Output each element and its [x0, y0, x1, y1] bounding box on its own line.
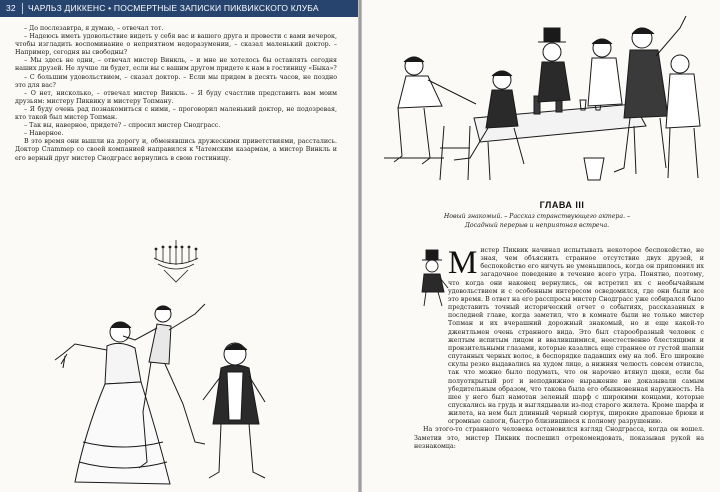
chandelier-illustration [150, 240, 202, 284]
paragraph: – Так вы, наверное, придете? – спросил мистер Снодграсс. [24, 122, 221, 130]
paragraph: – С большим удовольствием, – сказал доктор. – Если мы придем в десять часов, не поздно это для вас? [15, 73, 337, 89]
paragraph: На этого-то странного человека остановился взгляд Снодграсса, когда он вошел. Заметив это, мистер Пиквик поспешил отрекомендовать, показывая рукой на незнакомца: [414, 426, 704, 450]
running-head [0, 0, 358, 17]
right-page [362, 0, 720, 492]
tavern-scene-illustration [384, 8, 704, 188]
dancers-illustration [45, 292, 285, 492]
left-body-text [15, 25, 337, 163]
drop-cap: М [448, 245, 478, 281]
left-page [0, 0, 358, 492]
header-divider [22, 3, 23, 14]
paragraph: В это время они вышли на дорогу и, обменявшись дружескими приветствиями, расстались. Доктор Слammер со своей компанией направился к Чатемским казармам, а мистер Винкль и его верный друг мистер Снодграсс вернулись в свою гостиницу. [15, 138, 337, 162]
book-title: ЧАРЛЬЗ ДИККЕНС • ПОСМЕРТНЫЕ ЗАПИСКИ ПИКВИКСКОГО КЛУБА [28, 3, 319, 13]
epigraph-line: Новый знакомый. – Рассказ странствующего актера. – [443, 213, 631, 220]
paragraph: – Мы здесь не одни, – отвечал мистер Винкль, – и мне не хотелось бы оставлять сегодня наших друзей. Не лучше ли будет, если вы с вашим другом придете к нам в гостиницу «Быка»? [15, 57, 337, 73]
paragraph: – Надеюсь иметь удовольствие видеть у себя вас и вашего друга и провести с вами вечерок, чтобы изгладить воспоминание о неприятном недоразумении, – сказал маленький доктор. – Например, сегодня вы свободны? [15, 33, 337, 57]
epigraph-line: Досадный перерыв и неприятная встреча. [464, 221, 610, 229]
paragraph: – Я буду очень рад познакомиться с ними, – проговорил маленький доктор, не подозревая, кто такой был мистер Топман. [15, 105, 337, 122]
chapter-opening-paragraph [414, 247, 704, 426]
paragraph: – О нет, нисколько, – отвечал мистер Винкль. – Я буду счастлив представить вам моим друзьям: мистеру Пиквику и мистеру Топману. [15, 89, 337, 105]
opening-text: истер Пиквик начинал испытывать некоторое беспокойство, не зная, чем объяснить странное отсутствие двух друзей, и беспокойство его ничуть не уменьшилось, когда он припомнил их загадочное поведение в течение всего утра. Понятно, поэтому, что когда они наконец вернулись, он встретил их с необычайным удовольствием и с особенным интересом осведомился, где они были все это время. В ответ на его расспросы мистер Снодграсс уже собирался было представить точный исторический отчет о событиях, рассказанных в последней главе, когда заметил, что в комнате были не только мистер Топман и их вчерашний дорожный знакомый, но и еще какой-то джентльмен очень странного вида. Это был старообразный человек с желтым испитым лицом и ввалившимися, неестественно блестящими и пронзительными глазами, которые казались еще страннее от густой шапки спутанных черных волос, в беспорядке падавших ему на лоб. Его широкие скулы резко выдавались на худом лице, а нижняя челюсть совсем отвисла, так что можно было подумать, что он нарочно втянул щеки, если бы полуоткрытый рот и неподвижное выражение не доказывали самым убедительным образом, что такова была его обыкновенная наружность. На шее у него был намотан зеленый шарф с широкими концами, которые спускались на грудь и выглядывали из-под старого жилета. Кроме шарфа и жилета, на нем был длинный черный сюртук, широкие драповые брюки и огромные сапоги, быстро близившиеся к полному разрушению. [448, 247, 704, 426]
paragraph: – Наверное. [24, 130, 64, 138]
chapter-epigraph [402, 213, 672, 230]
right-body-text [414, 247, 704, 451]
page-number: 32 [6, 3, 16, 13]
paragraph: – До послезавтра, я думаю, – отвечал тот. [24, 25, 164, 32]
chapter-title: ГЛАВА III [539, 200, 585, 210]
